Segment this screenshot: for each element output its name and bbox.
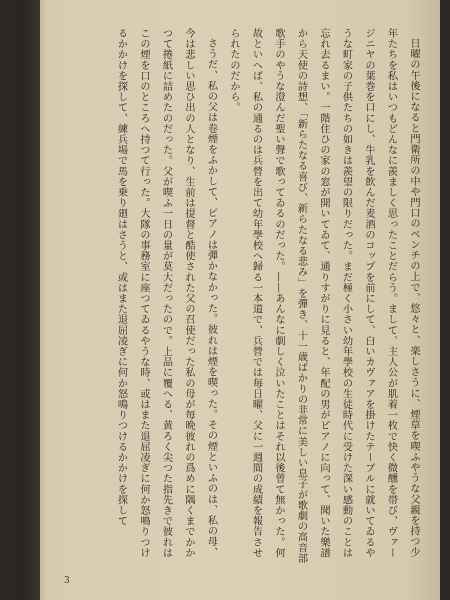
paragraph: さうだ、私の父は卷煙をふかして、ピアノは彈かなかった。彼れは煙を喫った。その煙といふのは、私の母、今は悲しい思ひ出の人となり、生前は提督と酷使された父の召使だった私の母が毎晩彼れの爲めに隅くまでかかつて捲紙に詰めたのだった。父が喫ふ一日の量が莫大だったので。上品に覆へる、黄ろく尖つた指先きで彼れはこの煙を口のところへ持つて行った。大隊の事務室に座つてゐるやうな時、或はまた退屈凌ぎに何か怒鳴りつけるかかけを探して、練兵場で馬を乗り廻はさうと、或はまた退屈凌ぎに何か怒鳴りつけるかかけを探して [115,28,217,558]
book-page [20,0,440,600]
paragraph: 日曜の午後になると門衛所の中や門口のベンチの上で、悠々と、楽しさうに、煙草を喫ふやうな父親を持つ少年たちを私はいつもどんなに羨ましく思ったことだらう。まして、主人公が肌着一枚で快く微醺を帯び、ヴァージニヤの葉巻を口にし、牛乳を飲んだ麦酒のコップを前にして、白いカヴァアを掛けたテーブルに就いてゐるやうな町家の子供たちの如きは羨望の限りだった。まだ極く小さい幼年學校の生徒時代に受けた深い感動のことは忘れ去るまい。一階住ひの家の窓が開いてゐて、通りすがりに見ると、年配の男がピアノに向って、聞いた樂譜から天使の詩想、「新らたなる喜び、新らたなる悲み」を彈き、十一歳ばかりの非常に美しい息子が歌劇の高音部歌手のやうな澄んだ聖い聲で歌ってゐるのだった。——あんなに劇しく泣いたことはそれ以後曾て無かった。何故といへば、私の通るのは兵營を出て幼年學校へ歸る一本道で、兵營では毎日曜、父に一週間の成績を報告させられたのだから。 [228,28,419,564]
vertical-text-body [54,28,424,564]
binding-shadow [20,0,46,600]
page-number: 3 [64,576,70,586]
